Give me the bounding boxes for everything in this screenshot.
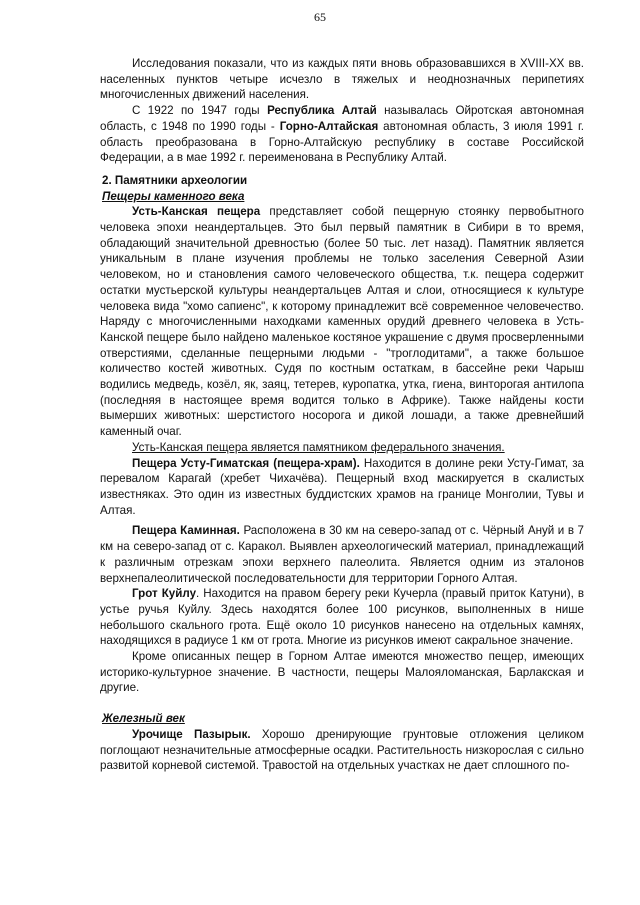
bold-term-kaminnaya-cave: Пещера Каминная. xyxy=(132,524,240,538)
bold-term-gorno-altai: Горно-Алтайская xyxy=(279,119,379,133)
text-run: называлась Ойротская автономная область, с 1948 по 1990 годы - xyxy=(100,104,584,133)
bold-term-ustu-gimat-cave: Пещера Усту-Гиматская (пещера-храм). xyxy=(132,456,360,470)
bold-term-ust-kan-cave: Усть-Канская пещера xyxy=(132,205,261,219)
text-run: представляет собой пещерную стоянку первобытного человека эпохи неандертальцев. Это был первый памятник в Сибири в то время, обладающий значительной древностью (более 50 тыс. лет назад). Памятник является уникальным в плане изучения проблемы не только заселения Северной Азии человеком, но и становления самого человеческого общества, т.к. пещера содержит остатки мустьерской культуры неандертальцев Алтая и слои, относящиеся к культуре человека вида "хомо сапиенс", к которому принадлежит всё современное человечество. Наряду с многочисленными находками каменных орудий древнего человека в Усть-Канской пещере было найдено маленькое костяное украшение с двумя просверленными отверстиями, сделанные пещерными людьми - "троглодитами", а также большое количество костей животных. Судя по костным остаткам, в бассейне реки Чарыш водились медведь, козёл, як, заяц, тетерев, куропатка, утка, гиена, винторогая антилопа (последняя в настоящее время водится только в Африке). Также найдены кости вымерших животных: шерстистого носорога и дикой лошади, а также древнейший каменный очаг. xyxy=(100,205,584,439)
text-run: Хорошо дренирующие грунтовые отложения целиком поглощают незначительные атмосферные осадки. Растительность низкорослая с сильно развитой корневой системой. Травостой на отдельных участках не дает сплошного по- xyxy=(100,727,584,773)
paragraph-ust-kan-cave xyxy=(100,204,584,440)
text-run: Расположена в 30 км на северо-запад от с. Чёрный Ануй и в 7 км на северо-запад от с. Каракол. Выявлен археологический материал, принадлежащий к различным отрезкам эпохи верхнего палеолита. Является одним из эталонов верхнепалеолитической последовательности для территории Горного Алтая. xyxy=(100,524,584,585)
paragraph-settlements: Исследования показали, что из каждых пяти вновь образовавшихся в XVIII-XX вв. населенных пунктов четыре исчезло в тяжелых и неоднозначных перипетиях многочисленных движений населения. xyxy=(100,57,584,102)
bold-term-pazyryk: Урочище Пазырык. xyxy=(132,727,251,741)
text-run: С 1922 по 1947 годы xyxy=(132,104,268,118)
section-heading-archaeology: 2. Памятники археологии xyxy=(102,173,248,187)
paragraph-republic-history xyxy=(100,103,584,166)
text-run: Находится в долине реки Усту-Гимат, за перевалом Карагай (хребет Чихачёва). Пещерный вход маскируется в скалистых известняках. Это один из известных буддистских храмов на границе Монголии, Тувы и Алтая. xyxy=(100,456,584,517)
paragraph-kaminnaya-cave xyxy=(100,523,584,586)
paragraph-pazyryk xyxy=(100,727,584,774)
page-body xyxy=(100,56,584,774)
underlined-federal-note: Усть-Канская пещера является памятником федерального значения. xyxy=(132,440,505,454)
subheading-stone-age-caves: Пещеры каменного века xyxy=(102,189,245,203)
text-run: . Находится на правом берегу реки Кучерла (правый приток Катуни), в устье ручья Куйлу. Здесь находятся более 100 рисунков, выполненных в нише небольшого скального грота. Ещё около 10 рисунков нанесено на отдельных камнях, находящихся в радиусе 1 км от грота. Многие из рисунков имеют сакральное значение. xyxy=(100,587,585,648)
paragraph-ustu-gimat-cave xyxy=(100,456,584,519)
bold-term-republic-altai: Республика Алтай xyxy=(267,104,377,118)
paragraph-federal-status xyxy=(100,440,584,456)
paragraph-other-caves: Кроме описанных пещер в Горном Алтае имеются множество пещер, имеющих историко-культурное значение. В частности, пещеры Малояломанская, Барлакская и другие. xyxy=(100,650,584,695)
text-run: автономная область, 3 июля 1991 г. область преобразована в Горно-Алтайскую республику в составе Российской Федерации, а в мае 1992 г. переименована в Республику Алтай. xyxy=(100,119,584,165)
page-number: 65 xyxy=(314,10,326,24)
paragraph-kuylu-grotto xyxy=(100,586,584,649)
subheading-iron-age: Железный век xyxy=(102,712,185,726)
bold-term-kuylu-grotto: Грот Куйлу xyxy=(132,587,197,601)
